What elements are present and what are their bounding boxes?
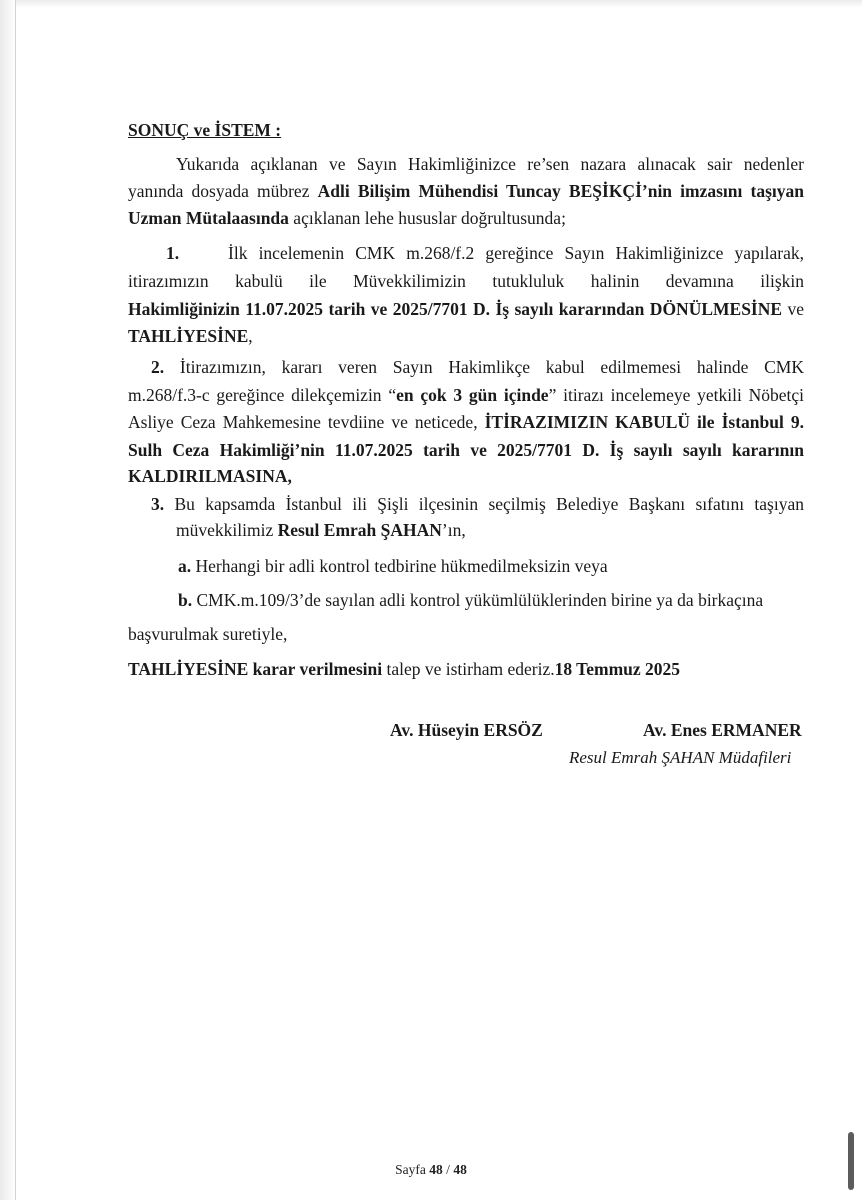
item3-sub-b: b. CMK.m.109/3’de sayılan adli kontrol yükümlülüklerinden birine ya da birkaçına — [178, 590, 764, 610]
intro-line-1: Yukarıda açıklanan ve Sayın Hakimliğinizce re’sen nazara alınacak sair nedenler — [176, 154, 804, 174]
section-title: SONUÇ ve İSTEM : — [128, 120, 282, 140]
signature-role: Resul Emrah ŞAHAN Müdafileri — [569, 748, 792, 767]
intro-line-2: yanında dosyada mübrez Adli Bilişim Mühendisi Tuncay BEŞİKÇİ’nin imzasını taşıyan — [128, 181, 804, 201]
page-number-footer: Sayfa 48 / 48 — [395, 1162, 467, 1177]
item2-line-1: 2. İtirazımızın, kararı veren Sayın Hakimlikçe kabul edilmemesi halinde CMK — [151, 357, 804, 377]
closing-request: TAHLİYESİNE karar verilmesini talep ve istirham ederiz.18 Temmuz 2025 — [128, 659, 681, 679]
item3-sub-a: a. Herhangi bir adli kontrol tedbirine hükmedilmeksizin veya — [178, 556, 608, 576]
item1-line-1: İlk incelemenin CMK m.268/f.2 gereğince Sayın Hakimliğinizce yapılarak, — [228, 243, 804, 263]
vertical-scrollbar-thumb[interactable] — [848, 1132, 854, 1190]
item1-line-3: Hakimliğinizin 11.07.2025 tarih ve 2025/7701 D. İş sayılı kararından DÖNÜLMESİNE ve — [128, 299, 804, 319]
item1-line-4: TAHLİYESİNE, — [128, 326, 253, 346]
item2-line-2: m.268/f.3-c gereğince dilekçemizin “en çok 3 gün içinde” itirazı incelemeye yetkili Nöbetçi — [128, 385, 804, 405]
intro-line-3: Uzman Mütalaasında açıklanan lehe hususlar doğrultusunda; — [128, 208, 566, 228]
item3-continuation: başvurulmak suretiyle, — [128, 624, 288, 644]
signature-lawyer-2: Av. Enes ERMANER — [643, 720, 802, 740]
item2-line-4: Sulh Ceza Hakimliği’nin 11.07.2025 tarih ve 2025/7701 D. İş sayılı sayılı kararının — [128, 440, 804, 460]
item3-line-2: müvekkilimiz Resul Emrah ŞAHAN’ın, — [176, 520, 466, 540]
page-left-edge — [0, 0, 16, 1200]
item3-line-1: 3. Bu kapsamda İstanbul ili Şişli ilçesinin seçilmiş Belediye Başkanı sıfatını taşıyan — [151, 494, 804, 514]
signature-lawyer-1: Av. Hüseyin ERSÖZ — [390, 720, 543, 740]
item1-number: 1. — [166, 243, 180, 263]
page-top-edge — [0, 0, 862, 8]
item1-line-2: itirazımızın kabulü ile Müvekkilimizin tutukluluk halinin devamına ilişkin — [128, 271, 804, 291]
item2-line-5: KALDIRILMASINA, — [128, 466, 292, 486]
item2-line-3: Asliye Ceza Mahkemesine tevdiine ve neticede, İTİRAZIMIZIN KABULÜ ile İstanbul 9. — [128, 412, 804, 432]
